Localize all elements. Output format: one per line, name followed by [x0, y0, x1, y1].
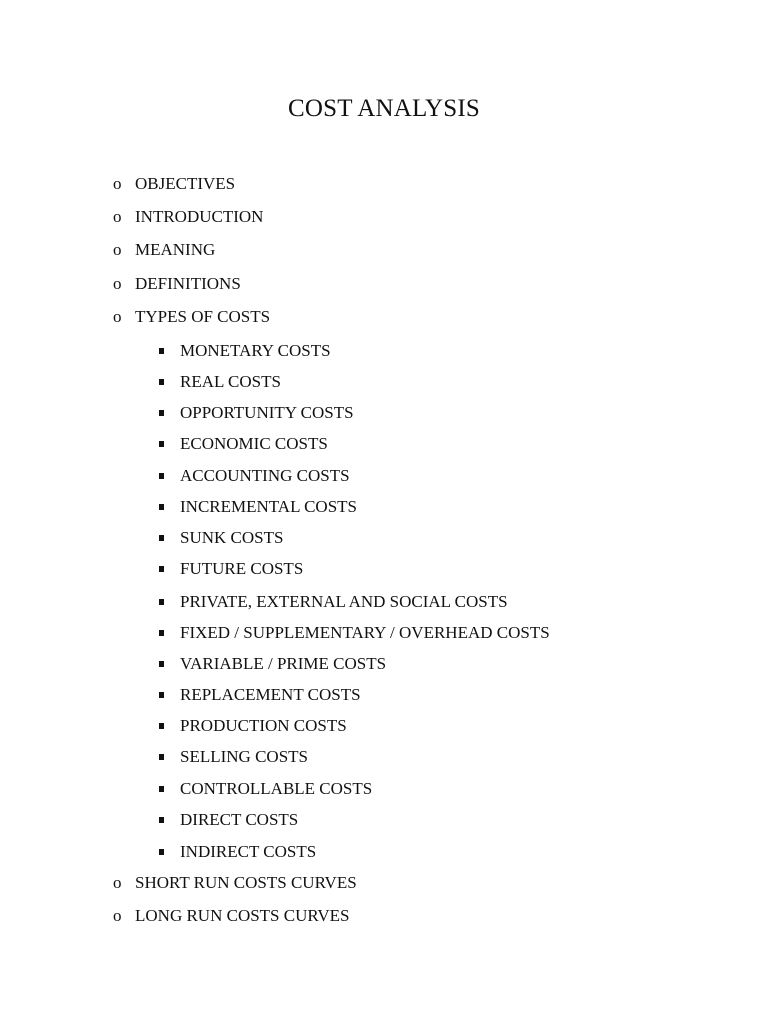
outline-subitem-label: ECONOMIC COSTS [180, 434, 328, 453]
outline-subitem-label: PRIVATE, EXTERNAL AND SOCIAL COSTS [180, 592, 508, 611]
square-bullet-icon [159, 849, 164, 855]
outline-subitem-label: FIXED / SUPPLEMENTARY / OVERHEAD COSTS [180, 623, 550, 642]
square-bullet-icon [159, 599, 164, 605]
outline-bullet-o: o [113, 240, 122, 259]
square-bullet-icon [159, 723, 164, 729]
outline-item-label: DEFINITIONS [135, 274, 241, 293]
outline-subitem-label: PRODUCTION COSTS [180, 716, 347, 735]
outline-subitem-label: INCREMENTAL COSTS [180, 497, 357, 516]
square-bullet-icon [159, 817, 164, 823]
outline-item-label: LONG RUN COSTS CURVES [135, 906, 350, 925]
outline-bullet-o: o [113, 207, 122, 226]
outline-bullet-o: o [113, 906, 122, 925]
outline-subitem-label: VARIABLE / PRIME COSTS [180, 654, 387, 673]
outline-item-label: TYPES OF COSTS [135, 307, 271, 326]
outline-subitem-label: SUNK COSTS [180, 528, 284, 547]
square-bullet-icon [159, 410, 164, 416]
outline-bullet-o: o [113, 274, 122, 293]
outline-subitem-label: REPLACEMENT COSTS [180, 685, 361, 704]
square-bullet-icon [159, 692, 164, 698]
square-bullet-icon [159, 786, 164, 792]
outline-item-label: SHORT RUN COSTS CURVES [135, 873, 357, 892]
outline-subitem-label: REAL COSTS [180, 372, 281, 391]
outline-subitem-label: CONTROLLABLE COSTS [180, 779, 373, 798]
outline-item-label: INTRODUCTION [135, 207, 264, 226]
outline-item-label: OBJECTIVES [135, 174, 236, 193]
square-bullet-icon [159, 754, 164, 760]
square-bullet-icon [159, 348, 164, 354]
outline-subitem-label: SELLING COSTS [180, 747, 308, 766]
square-bullet-icon [159, 379, 164, 385]
outline-bullet-o: o [113, 873, 122, 892]
outline-subitem-label: MONETARY COSTS [180, 341, 331, 360]
square-bullet-icon [159, 473, 164, 479]
square-bullet-icon [159, 504, 164, 510]
outline-subitem-label: ACCOUNTING COSTS [180, 466, 350, 485]
square-bullet-icon [159, 630, 164, 636]
square-bullet-icon [159, 661, 164, 667]
outline-subitem-label: FUTURE COSTS [180, 559, 304, 578]
outline-item-label: MEANING [135, 240, 216, 259]
outline-subitem-label: OPPORTUNITY COSTS [180, 403, 354, 422]
square-bullet-icon [159, 566, 164, 572]
outline-bullet-o: o [113, 174, 122, 193]
outline-subitem-label: DIRECT COSTS [180, 810, 299, 829]
square-bullet-icon [159, 535, 164, 541]
page-title: COST ANALYSIS [287, 95, 481, 122]
outline-bullet-o: o [113, 307, 122, 326]
square-bullet-icon [159, 441, 164, 447]
outline-subitem-label: INDIRECT COSTS [180, 842, 317, 861]
